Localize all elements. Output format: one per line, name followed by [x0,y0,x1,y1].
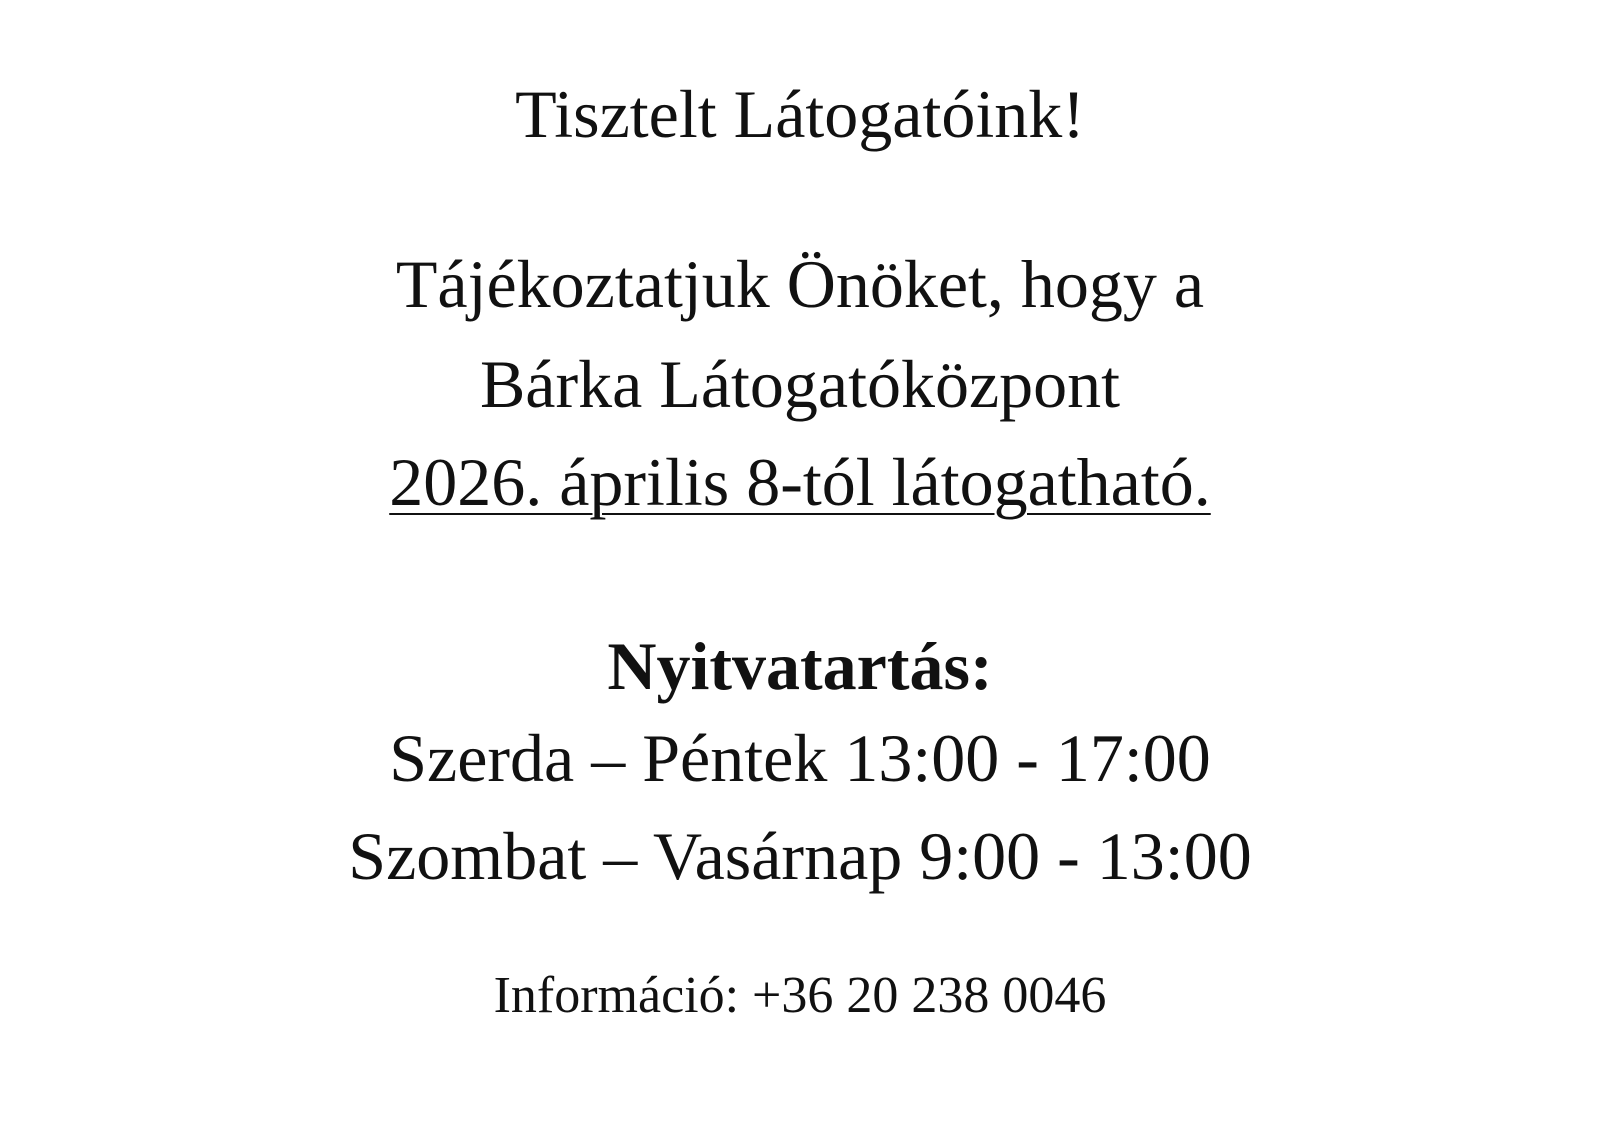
opening-hours-weekdays: Szerda – Péntek 13:00 - 17:00 [389,720,1211,796]
opening-hours-title: Nyitvatartás: [607,628,993,704]
greeting-heading: Tisztelt Látogatóink! [515,76,1085,152]
opening-hours-weekend: Szombat – Vasárnap 9:00 - 13:00 [348,818,1252,894]
contact-info: Információ: +36 20 238 0046 [493,967,1107,1024]
message-line-1: Tájékoztatjuk Önöket, hogy a [395,246,1205,322]
message-line-2: Bárka Látogatóközpont [479,346,1121,422]
opening-date-line: 2026. április 8-tól látogatható. [389,444,1211,520]
